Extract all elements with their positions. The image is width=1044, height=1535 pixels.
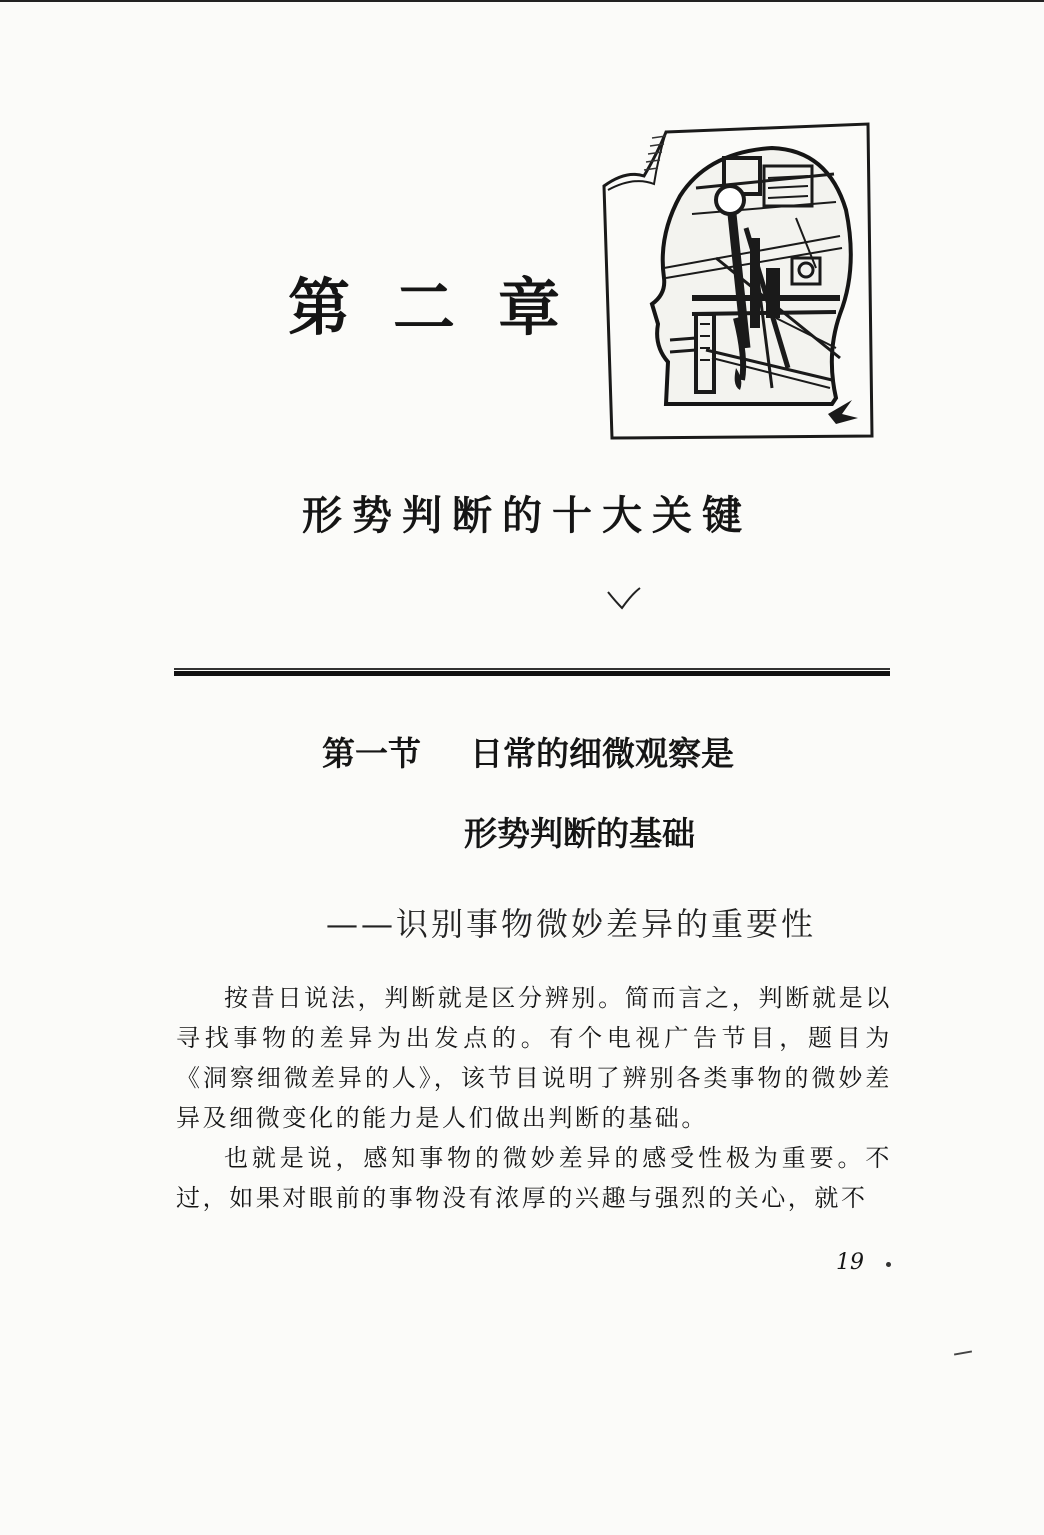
chapter-char-3: 章	[498, 271, 561, 344]
chapter-char-1: 第	[288, 271, 351, 344]
chapter-title	[288, 268, 578, 348]
section-subtitle: ——识别事物微妙差异的重要性	[326, 905, 817, 943]
page-number: 19	[836, 1250, 864, 1275]
paragraph: 按昔日说法，判断就是区分辨别。简而言之，判断就是以寻找事物的差异为出发点的。有个电视广告节目，题目为《洞察细微差异的人》，该节目说明了辨别各类事物的微妙差异及细微变化的能力是人们做出判断的基础。	[176, 984, 892, 1132]
check-mark-icon	[604, 584, 644, 612]
page-top-border	[0, 0, 1044, 2]
chapter-illustration	[596, 118, 884, 440]
chapter-subtitle: 形势判断的十大关键	[302, 492, 752, 539]
ink-mark	[954, 1350, 972, 1355]
body-text	[176, 978, 892, 1218]
section-heading	[322, 726, 782, 782]
section-divider	[174, 668, 890, 677]
section-title-line2: 形势判断的基础	[464, 814, 695, 853]
section-number: 第一节	[322, 734, 421, 773]
chapter-char-2: 二	[393, 271, 456, 344]
ink-speck	[886, 1262, 891, 1267]
paragraph: 也就是说，感知事物的微妙差异的感受性极为重要。不过，如果对眼前的事物没有浓厚的兴趣与强烈的关心，就不	[176, 1144, 892, 1212]
section-title-line1: 日常的细微观察是	[470, 734, 734, 773]
